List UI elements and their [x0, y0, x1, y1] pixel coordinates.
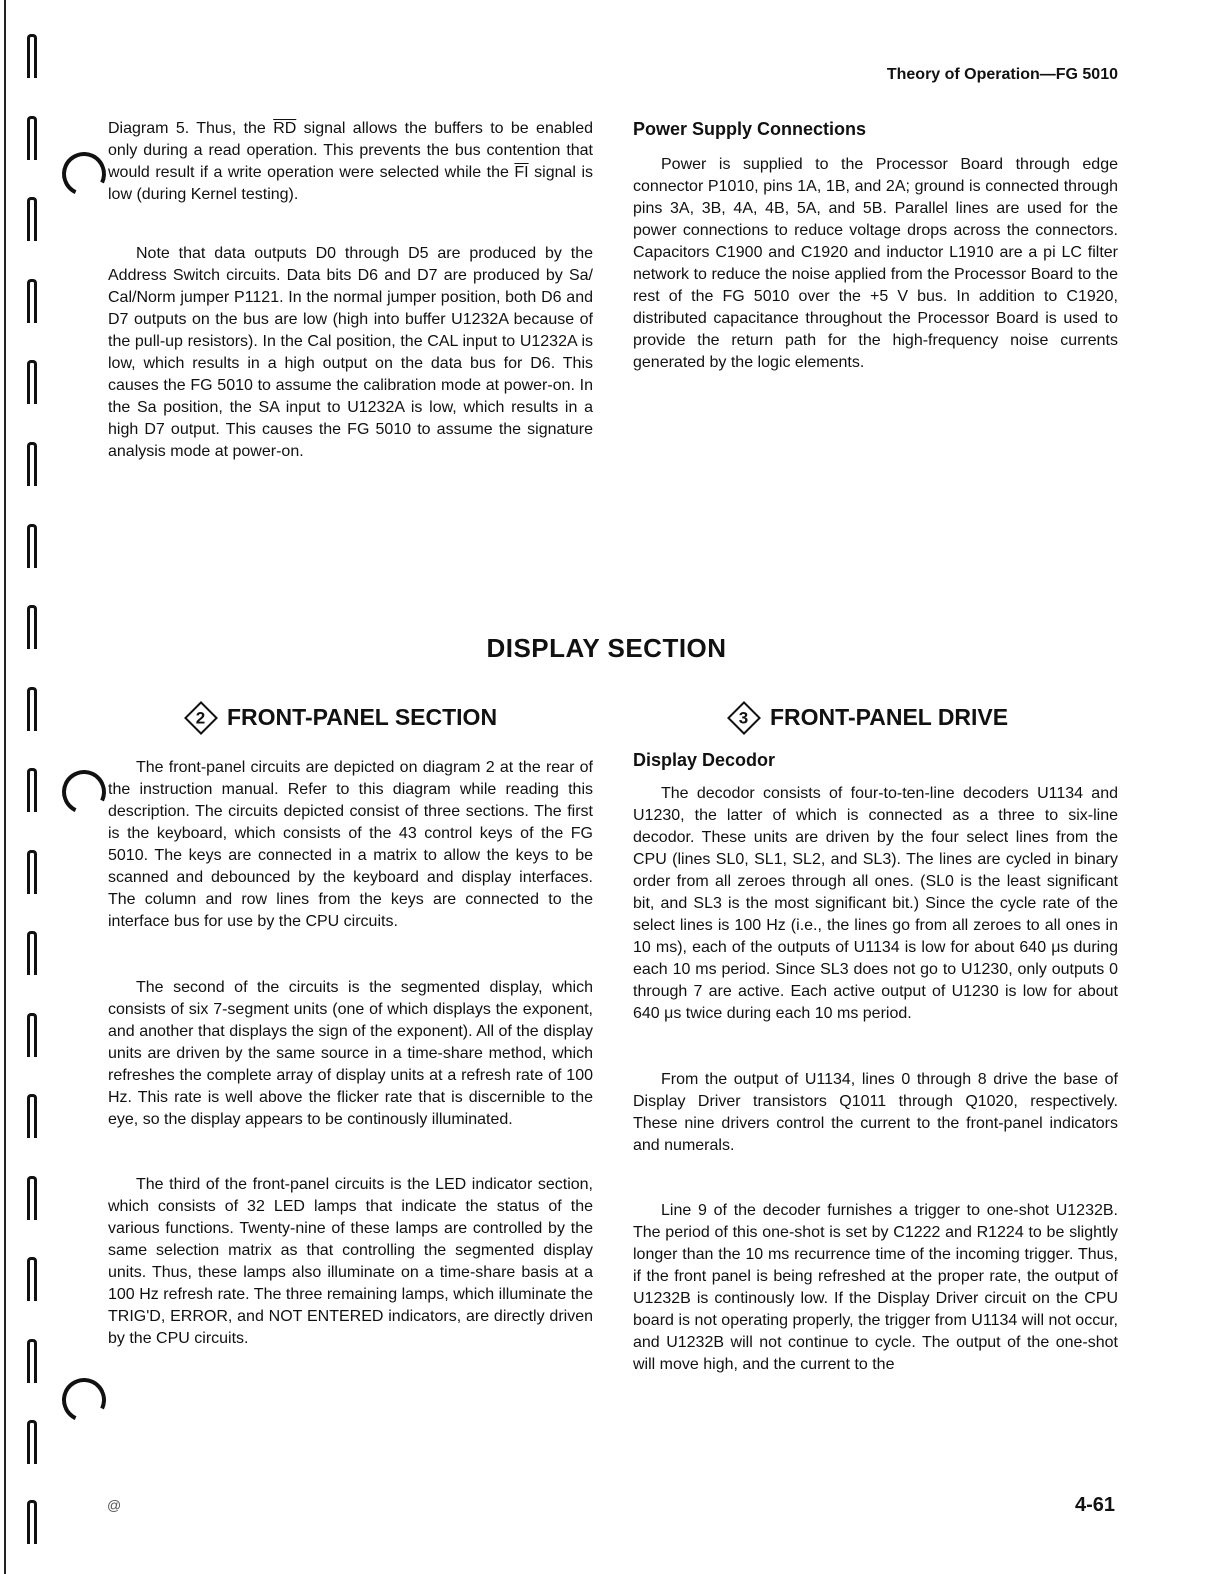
paragraph: The front-panel circuits are depicted on diagram 2 at the rear of the instruction manual. Refer to this diagram while reading this description. The circuits depicted consist of three sections. The first is the keyboard, which consists of the 43 control keys of the FG 5010. The keys are connected in a matrix to allow the keys to be scanned and debounced by the keyboard and display interfaces. The column and row lines from the keys are connected to the interface bus for use by the CPU circuits.: [108, 759, 593, 930]
paragraph: From the output of U1134, lines 0 through 8 drive the base of Display Driver transistors Q1011 through Q1020, respectively. These nine drivers control the current to the front-panel indicators and numerals.: [633, 1071, 1118, 1154]
paragraph: The second of the circuits is the segmented display, which consists of six 7-segment units (one of which displays the exponent, and another that displays the sign of the exponent). All of the display units are driven by the same source in a time-share method, which refreshes the complete array of display units at a refresh rate of 100 Hz. This rate is well above the flicker rate that is discernible to the eye, so the display appears to be continously illuminated.: [108, 979, 593, 1128]
left-column-bottom: [108, 757, 593, 1350]
binder-hole: [27, 279, 37, 323]
paragraph: Note that data outputs D0 through D5 are produced by the Address Switch circuits. Data bits D6 and D7 are produced by Sa/ Cal/Norm jumper P1121. In the normal jumper position, both D6 and D7 outputs on the bus are low (high into buffer U1232A because of the pull-up resistors). In the Cal position, the CAL input to U1232A is low, which results in a high output on the data bus for D6. This causes the FG 5010 to assume the calibration mode at power-on. In the Sa position, the SA input to U1232A is low, which results in a high D7 output. This causes the FG 5010 to assume the signature analysis mode at power-on.: [108, 245, 593, 460]
binder-hole: [27, 116, 37, 160]
binder-hole: [27, 442, 37, 486]
binder-hole: [27, 768, 37, 812]
front-panel-drive-heading: 3 FRONT-PANEL DRIVE: [726, 704, 1008, 731]
rd-signal: $\overline{RD}$: [273, 120, 297, 137]
binder-hole: [27, 360, 37, 404]
binder-hole: [27, 197, 37, 241]
page-number: 4-61: [1074, 1494, 1115, 1516]
binder-hole: [27, 687, 37, 731]
binder-hole: [27, 1176, 37, 1220]
footer-mark: @: [107, 1497, 122, 1513]
diagram-number-diamond-icon: 3: [727, 701, 761, 735]
paragraph: Power is supplied to the Processor Board through edge connector P1010, pins 1A, 1B, and 2A; ground is connected through pins 3A, 3B, 4A, 4B, 5A, and 5B. Parallel lines are used for the power connections to reduce voltage drops across the connectors. Capacitors C1900 and C1920 and inductor L1910 are a pi LC filter network to reduce the noise applied from the Processor Board to the rest of the FG 5010 over the +5 V bus. In addition to C1920, distributed capacitance throughout the Processor Board is used to provide the return path for the high-frequency noise currents generated by the logic elements.: [633, 156, 1118, 371]
fi-signal: $\overline{FI}$: [514, 164, 529, 181]
binder-hole: [27, 931, 37, 975]
binder-hole: [27, 1420, 37, 1464]
binding-edge: [0, 0, 60, 1574]
paragraph: Line 9 of the decoder furnishes a trigger to one-shot U1232B. The period of this one-shot is set by C1222 and R1224 to be slightly longer than the 10 ms recurrence time of the incoming trigger. Thus, if the front panel is being refreshed at the proper rate, the output of U1232B is continously low. If the Display Driver circuit on the CPU board is not operating properly, the trigger from U1134 will not occur, and U1232B will not continue to cycle. The output of the one-shot will move high, and the current to the: [633, 1202, 1118, 1373]
left-column-top: [108, 118, 593, 463]
binder-hole: [27, 34, 37, 78]
right-column-top: [633, 118, 1118, 374]
binder-ring-arc: [56, 1372, 112, 1428]
paragraph: The decodor consists of four-to-ten-line decoders U1134 and U1230, the latter of which is connected as a three to six-line decodor. These units are driven by the four select lines from the CPU (lines SL0, SL1, SL2, and SL3). The lines are cycled in binary order from all zeroes through all ones. (SL0 is the least significant bit, and SL3 is the most significant bit.) Since the cycle rate of the select lines is 100 Hz (i.e., the lines go from all zeroes to all ones in 10 ms), each of the outputs of U1134 is low for about 640 μs during each 10 ms period. Since SL3 does not go to U1230, only outputs 0 through 7 are active. Each active output of U1230 is low for about 640 μs twice during each 10 ms period.: [633, 785, 1118, 1022]
diagram-number-diamond-icon: 2: [184, 701, 218, 735]
page-edge-line: [4, 0, 6, 1574]
binder-hole: [27, 1339, 37, 1383]
binder-hole: [27, 1257, 37, 1301]
display-section-title: DISPLAY SECTION: [486, 633, 727, 663]
display-decodor-heading: Display Decodor: [633, 750, 776, 770]
power-supply-heading: Power Supply Connections: [633, 119, 867, 139]
front-panel-section-heading: 2 FRONT-PANEL SECTION: [183, 704, 497, 731]
binder-hole: [27, 1094, 37, 1138]
right-column-bottom: [633, 749, 1118, 1376]
binder-hole: [27, 524, 37, 568]
binder-hole: [27, 1013, 37, 1057]
binder-ring-arc: [56, 764, 112, 820]
running-header: Theory of Operation—FG 5010: [886, 66, 1118, 83]
paragraph: The third of the front-panel circuits is the LED indicator section, which consists of 32 LED lamps that indicate the status of the various functions. Twenty-nine of these lamps are controlled by the same selection matrix as that controlling the segmented display units. Thus, these lamps also illuminate on a time-share basis at a 100 Hz refresh rate. The three remaining lamps, which illuminate the TRIG'D, ERROR, and NOT ENTERED indicators, are directly driven by the CPU circuits.: [108, 1176, 593, 1347]
paragraph: Diagram 5. Thus, the $\overline{RD}$ signal allows the buffers to be enabled only during a read operation. This prevents the bus contention that would result if a write operation were selected while the $\overline{FI}$ signal is low (during Kernel testing).: [108, 120, 594, 203]
binder-hole: [27, 850, 37, 894]
binder-ring-arc: [56, 146, 112, 202]
binder-hole: [27, 1500, 37, 1544]
